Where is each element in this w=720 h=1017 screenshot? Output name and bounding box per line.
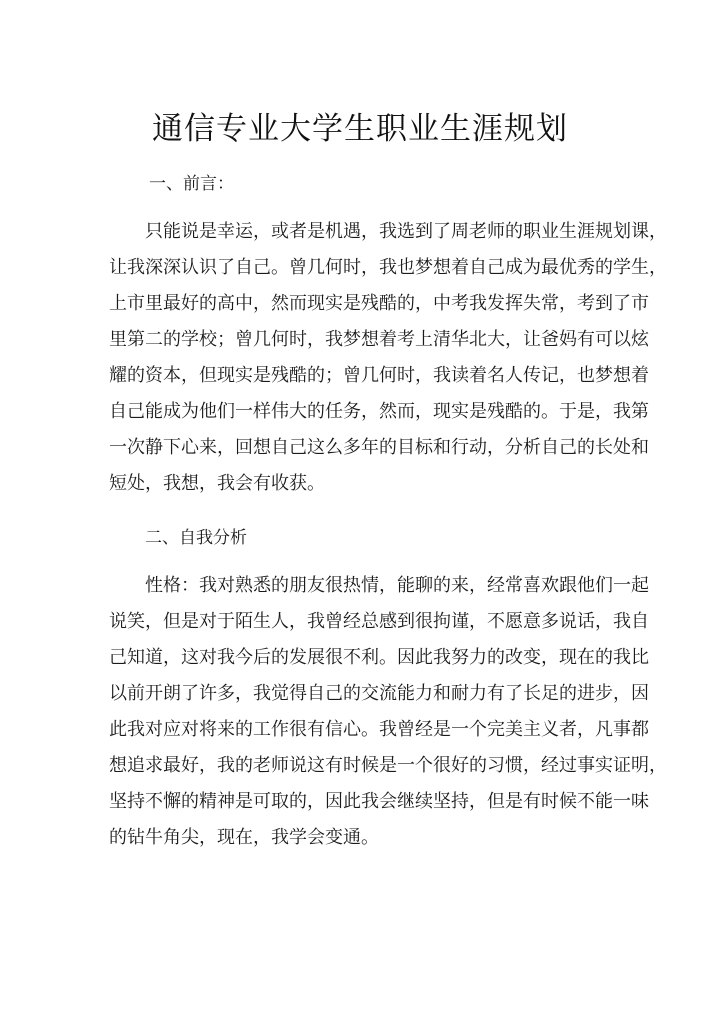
paragraph-line: 里第二的学校；曾几何时，我梦想着考上清华北大，让爸妈有可以炫 [109, 329, 649, 350]
section-heading-self-analysis: 二、自我分析 [145, 528, 247, 548]
paragraph-line: 短处，我想，我会有收获。 [109, 473, 325, 494]
paragraph-line: 只能说是幸运，或者是机遇，我选到了周老师的职业生涯规划课， [145, 221, 667, 242]
paragraph-line: 想追求最好，我的老师说这有时候是一个很好的习惯，经过事实证明， [109, 755, 667, 776]
paragraph-line: 让我深深认识了自己。曾几何时，我也梦想着自己成为最优秀的学生， [109, 257, 667, 278]
section-heading-preface: 一、前言： [149, 174, 234, 194]
paragraph-line: 此我对应对将来的工作很有信心。我曾经是一个完美主义者，凡事都 [109, 719, 649, 740]
paragraph-line: 自己能成为他们一样伟大的任务，然而，现实是残酷的。于是，我第 [109, 401, 649, 422]
paragraph-line: 的钻牛角尖，现在，我学会变通。 [109, 827, 379, 848]
paragraph-line: 上市里最好的高中，然而现实是残酷的，中考我发挥失常，考到了市 [109, 293, 649, 314]
paragraph-line: 己知道，这对我今后的发展很不利。因此我努力的改变，现在的我比 [109, 647, 649, 668]
paragraph-line: 一次静下心来，回想自己这么多年的目标和行动，分析自己的长处和 [109, 437, 649, 458]
paragraph-line: 性格：我对熟悉的朋友很热情，能聊的来，经常喜欢跟他们一起 [145, 575, 649, 596]
paragraph-line: 耀的资本，但现实是残酷的；曾几何时，我读着名人传记，也梦想着 [109, 365, 649, 386]
document-title: 通信专业大学生职业生涯规划 [152, 111, 568, 147]
paragraph-line: 说笑，但是对于陌生人，我曾经总感到很拘谨，不愿意多说话，我自 [109, 611, 649, 632]
paragraph-line: 坚持不懈的精神是可取的，因此我会继续坚持，但是有时候不能一味 [109, 791, 649, 812]
paragraph-line: 以前开朗了许多，我觉得自己的交流能力和耐力有了长足的进步，因 [109, 683, 649, 704]
